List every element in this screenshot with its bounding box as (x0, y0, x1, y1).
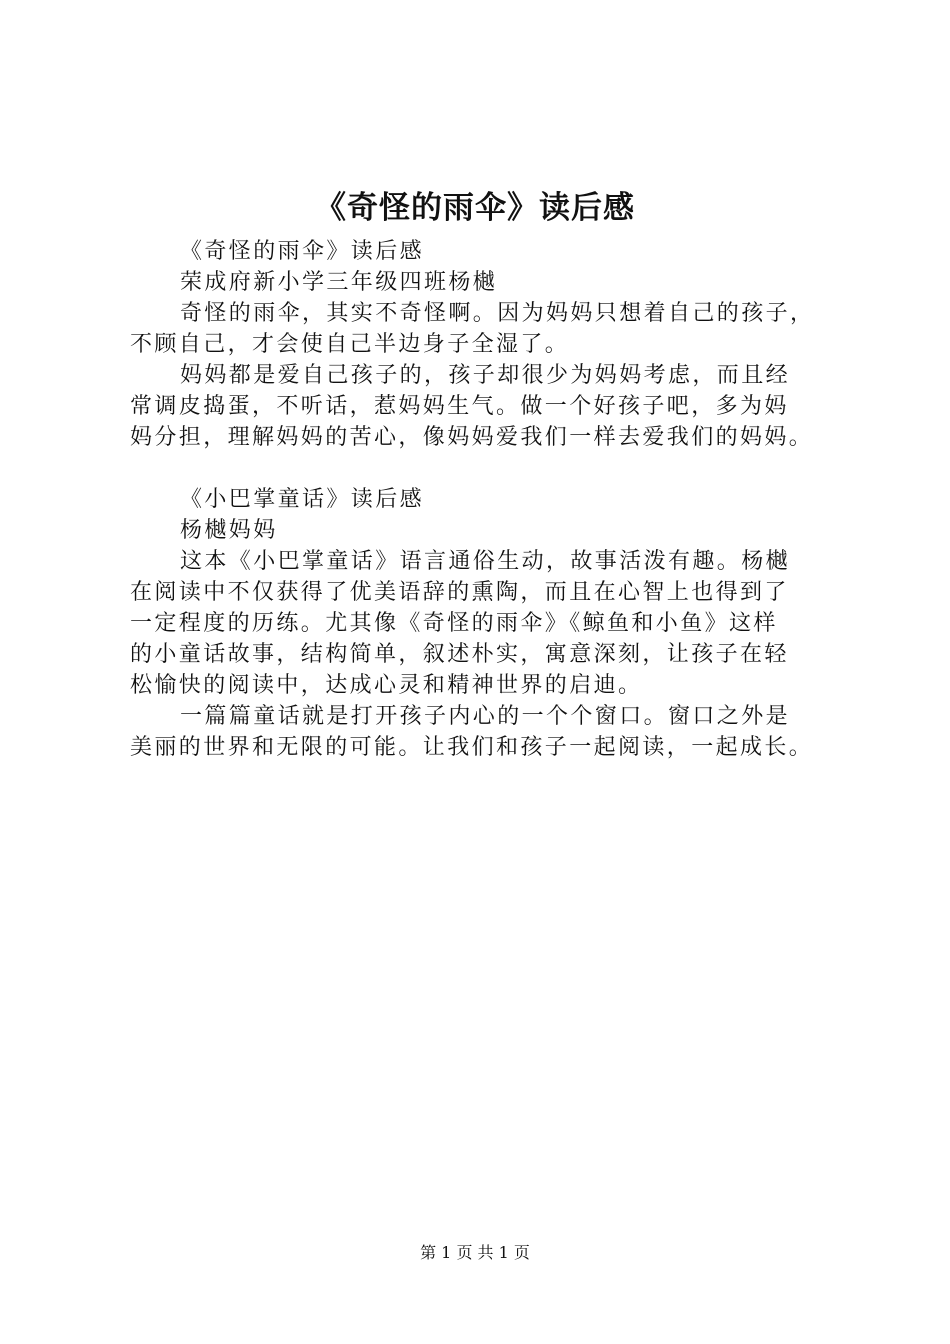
essay-2-author: 杨樾妈妈 (180, 518, 278, 543)
essay-2-paragraph-1-line-5: 松愉快的阅读中，达成心灵和精神世界的启迪。 (130, 673, 643, 698)
page-footer: 第 1 页 共 1 页 (420, 1243, 530, 1262)
essay-1-paragraph-2-line-2: 常调皮捣蛋，不听话，惹妈妈生气。做一个好孩子吧，多为妈 (130, 394, 789, 419)
essay-1-paragraph-1-line-1: 奇怪的雨伞，其实不奇怪啊。因为妈妈只想着自己的孩子， (180, 301, 815, 326)
essay-2-heading: 《小巴掌童话》读后感 (180, 487, 425, 512)
essay-2-paragraph-1-line-4: 的小童话故事，结构简单，叙述朴实，寓意深刻，让孩子在轻 (130, 642, 789, 667)
essay-1-paragraph-1-line-2: 不顾自己，才会使自己半边身子全湿了。 (130, 332, 570, 357)
essay-1-paragraph-2-line-1: 妈妈都是爱自己孩子的，孩子却很少为妈妈考虑，而且经 (180, 363, 791, 388)
essay-2-paragraph-2-line-2: 美丽的世界和无限的可能。让我们和孩子一起阅读，一起成长。 (130, 735, 814, 760)
essay-2-paragraph-2-line-1: 一篇篇童话就是打开孩子内心的一个个窗口。窗口之外是 (180, 704, 791, 729)
essay-2-paragraph-1-line-1: 这本《小巴掌童话》语言通俗生动，故事活泼有趣。杨樾 (180, 549, 791, 574)
document-body (130, 236, 835, 763)
essay-1-author: 荣成府新小学三年级四班杨樾 (180, 270, 498, 295)
section-spacer (130, 453, 835, 484)
essay-1-paragraph-2-line-3: 妈分担，理解妈妈的苦心，像妈妈爱我们一样去爱我们的妈妈。 (130, 425, 814, 450)
document-title: 《奇怪的雨伞》读后感 (315, 190, 635, 226)
essay-2-paragraph-1-line-3: 一定程度的历练。尤其像《奇怪的雨伞》《鲸鱼和小鱼》这样 (130, 611, 778, 636)
essay-1-heading: 《奇怪的雨伞》读后感 (180, 239, 425, 264)
essay-2-paragraph-1-line-2: 在阅读中不仅获得了优美语辞的熏陶，而且在心智上也得到了 (130, 580, 789, 605)
